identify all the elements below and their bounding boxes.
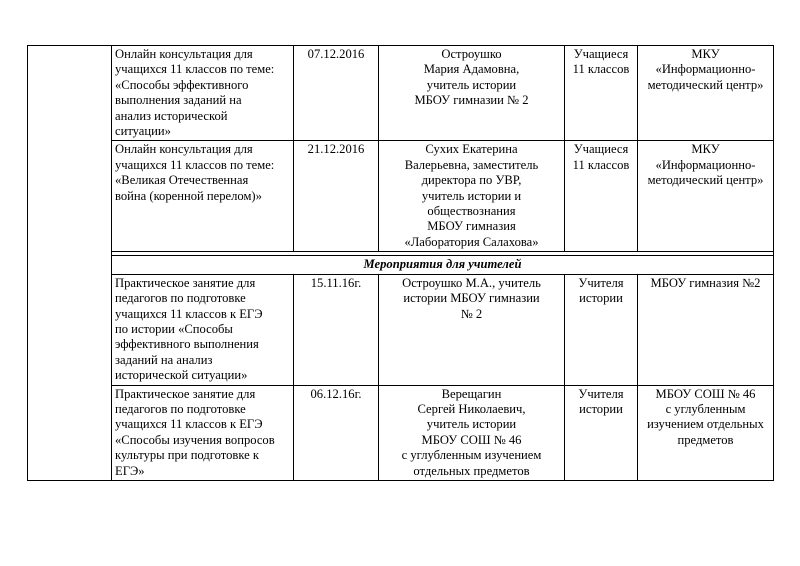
place-cell: МБОУ гимназия №2 — [638, 274, 774, 385]
date-cell: 21.12.2016 — [294, 141, 379, 252]
date-cell: 06.12.16г. — [294, 385, 379, 480]
place-cell: МКУ «Информационно- методический центр» — [638, 141, 774, 252]
event-cell: Онлайн консультация для учащихся 11 классов по теме: «Способы эффективного выполнения заданий на анализ исторической ситуации» — [112, 46, 294, 141]
responsible-cell: Верещагин Сергей Николаевич, учитель истории МБОУ СОШ № 46 с углубленным изучением отдельных предметов — [379, 385, 565, 480]
section-row — [28, 256, 774, 274]
table-row — [28, 141, 774, 252]
responsible-cell: Сухих Екатерина Валерьевна, заместитель директора по УВР, учитель истории и обществознания МБОУ гимназия «Лаборатория Салахова» — [379, 141, 565, 252]
event-cell: Онлайн консультация для учащихся 11 классов по теме: «Великая Отечественная война (коренной перелом)» — [112, 141, 294, 252]
audience-cell: Учащиеся 11 классов — [565, 46, 638, 141]
date-cell: 07.12.2016 — [294, 46, 379, 141]
table-row — [28, 274, 774, 385]
table-row — [28, 46, 774, 141]
event-cell: Практическое занятие для педагогов по подготовке учащихся 11 классов к ЕГЭ по истории «Способы эффективного выполнения заданий на анализ исторической ситуации» — [112, 274, 294, 385]
audience-cell: Учителя истории — [565, 385, 638, 480]
place-cell: МКУ «Информационно- методический центр» — [638, 46, 774, 141]
event-cell: Практическое занятие для педагогов по подготовке учащихся 11 классов к ЕГЭ «Способы изучения вопросов культуры при подготовке к ЕГЭ» — [112, 385, 294, 480]
responsible-cell: Остроушко М.А., учитель истории МБОУ гимназии № 2 — [379, 274, 565, 385]
audience-cell: Учащиеся 11 классов — [565, 141, 638, 252]
place-cell: МБОУ СОШ № 46 с углубленным изучением отдельных предметов — [638, 385, 774, 480]
table-row — [28, 385, 774, 480]
date-cell: 15.11.16г. — [294, 274, 379, 385]
responsible-cell: Остроушко Мария Адамовна, учитель истории МБОУ гимназии № 2 — [379, 46, 565, 141]
audience-cell: Учителя истории — [565, 274, 638, 385]
events-table — [27, 45, 774, 481]
empty-number-cell — [28, 46, 112, 481]
section-title: Мероприятия для учителей — [112, 256, 774, 274]
